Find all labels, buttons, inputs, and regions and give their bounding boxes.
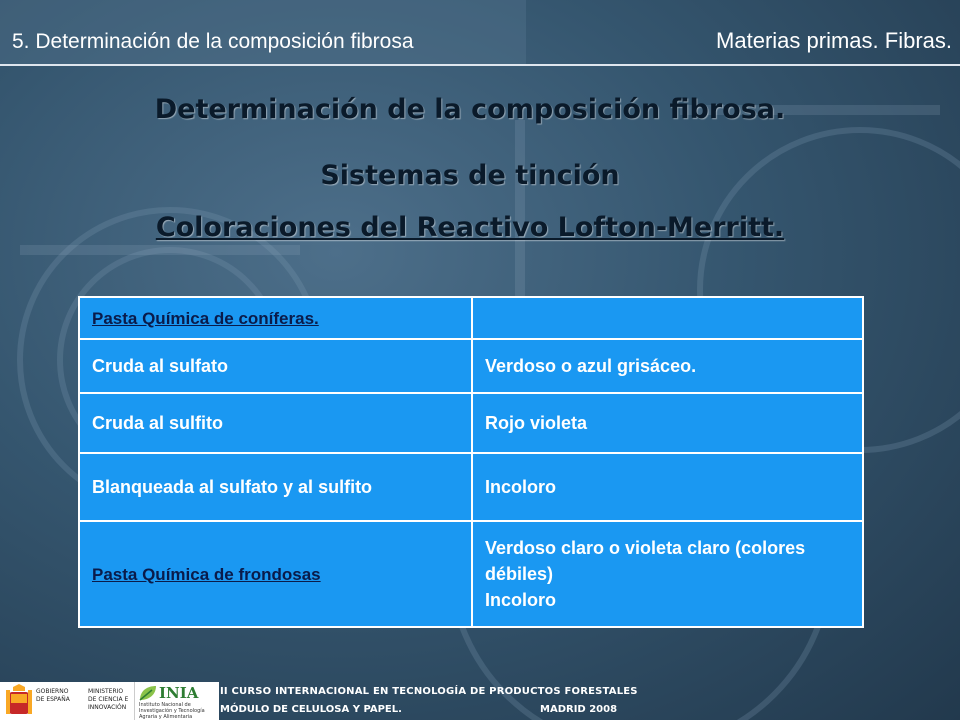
- table-cell: [79, 297, 472, 339]
- module-title: MÓDULO DE CELULOSA Y PAPEL.: [220, 704, 402, 715]
- table-cell: Verdoso o azul grisáceo.: [472, 339, 863, 393]
- section-title: 5. Determinación de la composición fibrosa: [12, 30, 414, 53]
- table-cell: [79, 521, 472, 627]
- table-cell: [472, 521, 863, 627]
- table-cell: Cruda al sulfato: [79, 339, 472, 393]
- group-heading-coniferas: Pasta Química de coníferas.: [92, 308, 319, 328]
- table-row: [79, 393, 863, 453]
- leaf-icon: [138, 684, 158, 702]
- cell-line: Incoloro: [485, 590, 556, 610]
- table-cell: [472, 297, 863, 339]
- logo-text-ministerio: MINISTERIO DE CIENCIA E INNOVACIÓN: [88, 688, 129, 711]
- table-cell: Rojo violeta: [472, 393, 863, 453]
- inia-wordmark: INIA: [159, 684, 199, 702]
- table-cell: Blanqueada al sulfato y al sulfito: [79, 453, 472, 521]
- coat-of-arms-icon: [2, 684, 36, 718]
- slide-underlined-heading: Coloraciones del Reactivo Lofton-Merritt.: [155, 212, 785, 243]
- gobierno-logo-text: [36, 688, 132, 712]
- place-date: MADRID 2008: [540, 704, 618, 715]
- course-title: II CURSO INTERNACIONAL EN TECNOLOGÍA DE PRODUCTOS FORESTALES: [220, 686, 638, 697]
- table-row: [79, 339, 863, 393]
- table-cell: Cruda al sulfito: [79, 393, 472, 453]
- topic-title: Materias primas. Fibras.: [716, 28, 952, 53]
- staining-table: [78, 296, 864, 628]
- footer-bar: [0, 682, 960, 720]
- table-row: [79, 453, 863, 521]
- group-heading-frondosas: Pasta Química de frondosas: [92, 564, 321, 584]
- table-row: [79, 521, 863, 627]
- gobierno-logo: [0, 682, 134, 720]
- slide-title: Determinación de la composición fibrosa.: [154, 94, 786, 125]
- header-divider: [0, 64, 960, 66]
- inia-logo: [134, 682, 219, 720]
- table-row: [79, 297, 863, 339]
- cell-line: Verdoso claro o violeta claro (colores débiles): [485, 538, 806, 584]
- logo-text-gobierno: GOBIERNO DE ESPAÑA: [36, 688, 70, 703]
- slide-subtitle: Sistemas de tinción: [320, 160, 620, 191]
- inia-subtitle: Instituto Nacional de Investigación y Tecnología Agraria y Alimentaria: [139, 702, 205, 720]
- table-cell: Incoloro: [472, 453, 863, 521]
